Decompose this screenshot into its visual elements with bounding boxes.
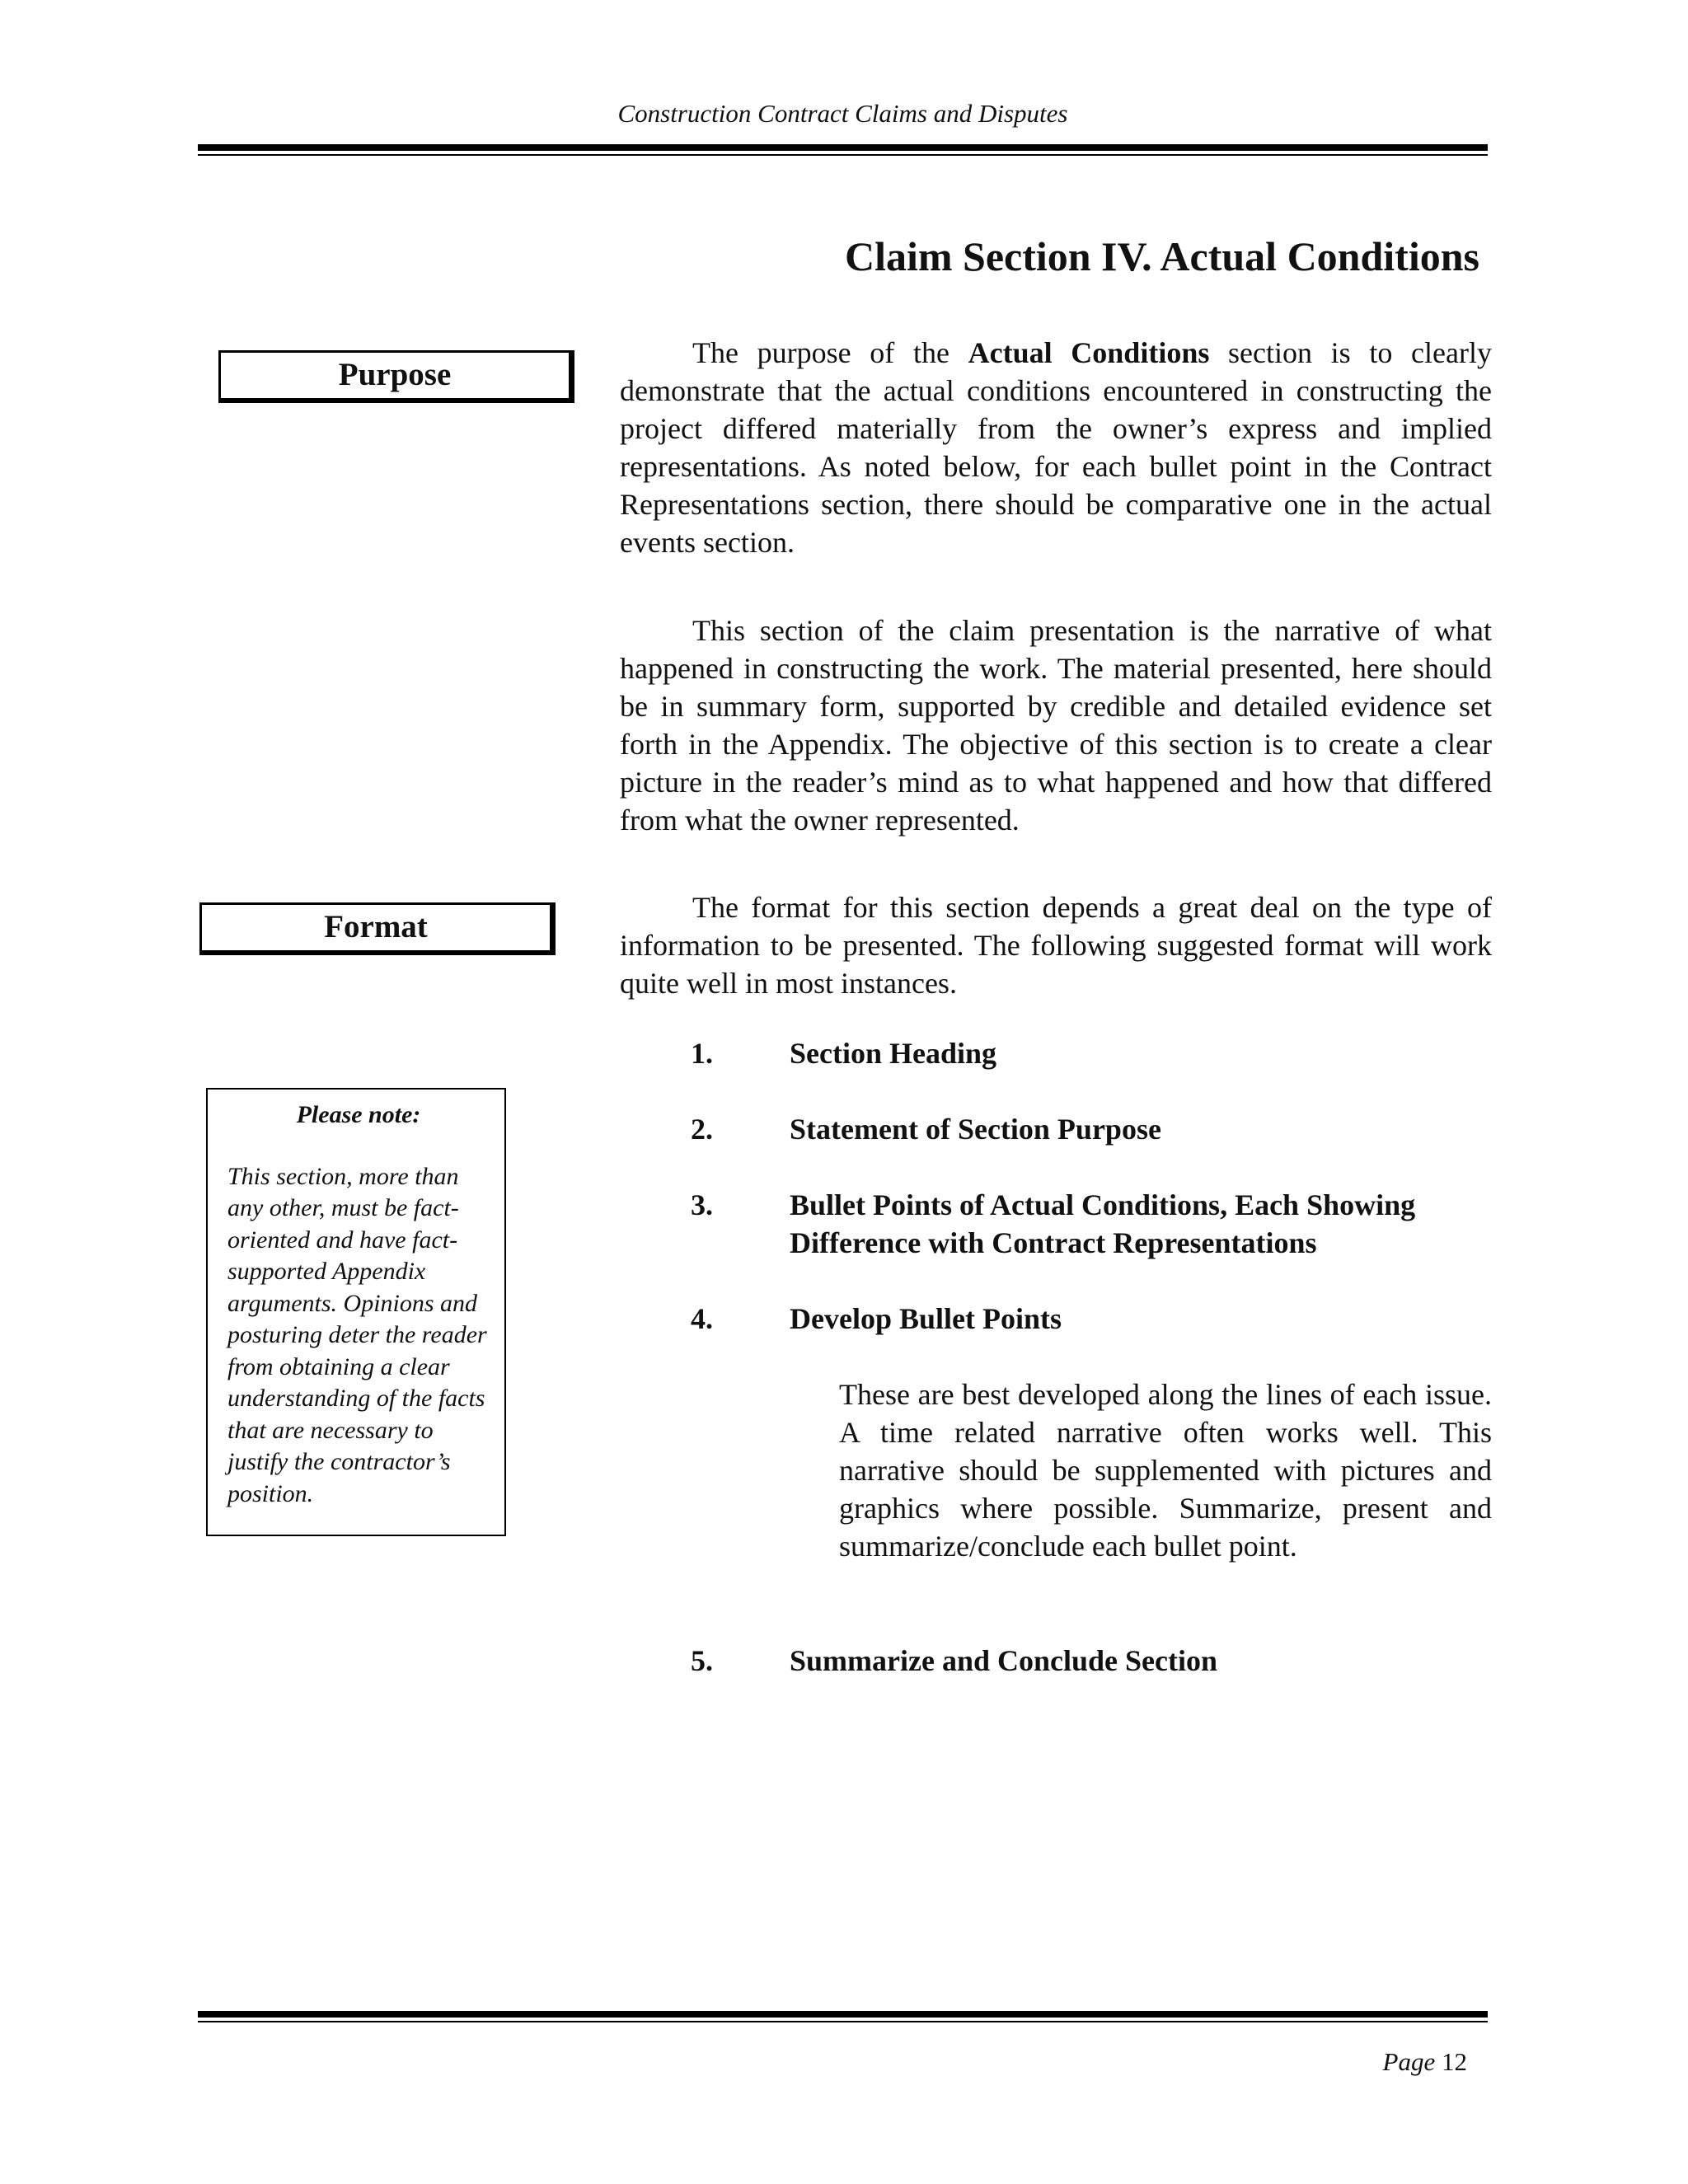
purpose-paragraph-rest: section is to clearly demonstrate that the actual conditions encountered in constructing the project differed materially from the owner’s express and implied representations. As noted below, for each bullet point in the Contract Representations section, there should be comparative one in the actual events section. [620, 336, 1492, 559]
format-paragraph: The format for this section depends a great deal on the type of information to be presented. The following suggested format will work quite well in most instances. [620, 891, 1492, 1000]
footer-rule [198, 2011, 1488, 2022]
list-item-number: 5. [691, 1644, 713, 1677]
list-item-text: Develop Bullet Points [790, 1302, 1062, 1335]
running-header: Construction Contract Claims and Disputes [617, 99, 1068, 128]
list-item-number: 4. [691, 1302, 713, 1335]
header-rule [198, 144, 1488, 156]
list-item-text: Summarize and Conclude Section [790, 1644, 1218, 1677]
list-item-text: Bullet Points of Actual Conditions, Each Showing Difference with Contract Representations [790, 1188, 1416, 1259]
list-item-text: Section Heading [790, 1037, 997, 1070]
bullet-development-paragraph: These are best developed along the lines of each issue. A time related narrative often works well. This narrative should be supplemented with pictures and graphics where possible. Summarize, present and summarize/conclude each bullet point. [839, 1378, 1492, 1563]
page-footer [1383, 2047, 1467, 2077]
list-item-number: 3. [691, 1188, 713, 1221]
purpose-paragraph [620, 334, 1492, 561]
section-title: Claim Section IV. Actual Conditions [844, 233, 1479, 279]
list-item-number: 1. [691, 1037, 713, 1070]
actual-conditions-term: Actual Conditions [968, 336, 1210, 369]
page-word: Page [1382, 2047, 1436, 2076]
list-item-text: Statement of Section Purpose [790, 1113, 1161, 1146]
page-number: 12 [1442, 2047, 1467, 2076]
format-label: Format [199, 902, 556, 955]
note-title: Please note: [296, 1101, 421, 1128]
narrative-paragraph: This section of the claim presentation is the narrative of what happened in constructing the work. The material presented, here should be in summary form, supported by credible and detailed evidence set forth in the Appendix. The objective of this section is to create a clear picture in the reader’s mind as to what happened and how that differed from what the owner represented. [620, 614, 1492, 837]
note-text: This section, more than any other, must be fact-oriented and have fact-supported Appendix arguments. Opinions and posturing deter the reader from obtaining a clear understanding of the facts that are necessary to justify the contractor’s position. [227, 1162, 487, 1507]
list-item-number: 2. [691, 1113, 713, 1146]
purpose-paragraph-lead: The purpose of the [692, 336, 968, 369]
note-box [206, 1088, 506, 1536]
purpose-label: Purpose [218, 350, 574, 403]
